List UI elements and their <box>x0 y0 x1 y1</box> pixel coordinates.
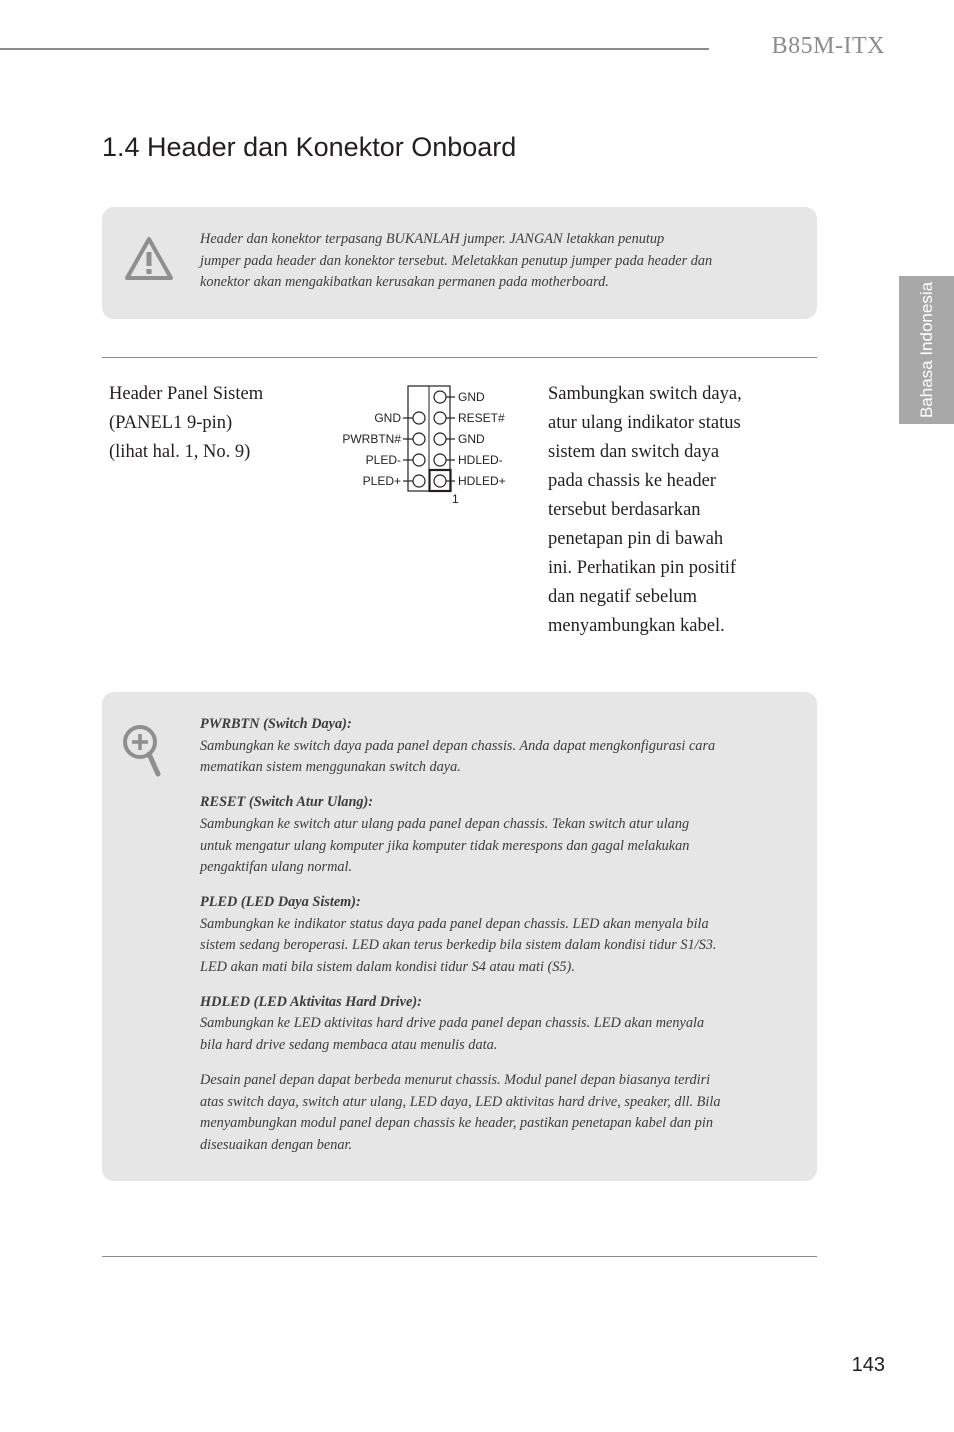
description-line: Sambungkan switch daya, <box>548 384 742 404</box>
language-tab <box>899 276 954 424</box>
section-divider <box>102 357 817 358</box>
header-rule <box>0 48 709 50</box>
note-line: sistem sedang beroperasi. LED akan terus berkedip bila sistem dalam kondisi tidur S1/S3. <box>200 937 717 954</box>
note-title: RESET (Switch Atur Ulang): <box>200 794 374 811</box>
pin-label-left: PWRBTN# <box>342 432 401 446</box>
section-title: 1.4 Header dan Konektor Onboard <box>102 132 517 162</box>
note-line: bila hard drive sedang membaca atau menulis data. <box>200 1037 498 1054</box>
description-line: atur ulang indikator status <box>548 413 741 433</box>
warning-line: konektor akan mengakibatkan kerusakan permanen pada motherboard. <box>200 274 609 291</box>
note-hdled <box>200 992 760 1057</box>
warning-line: Header dan konektor terpasang BUKANLAH jumper. JANGAN letakkan penutup <box>200 231 665 247</box>
pin <box>434 433 446 445</box>
note-pled <box>200 892 760 979</box>
pin <box>413 412 425 424</box>
pin-label-right: GND <box>458 432 485 446</box>
pin-label-right: RESET# <box>458 411 505 425</box>
note-title: PWRBTN (Switch Daya): <box>200 716 352 732</box>
right-pins <box>434 391 455 487</box>
header-name-line: (PANEL1 9-pin) <box>109 413 233 433</box>
note-line: Desain panel depan dapat berbeda menurut chassis. Modul panel depan biasanya terdiri <box>200 1071 711 1088</box>
note-line: mematikan sistem menggunakan switch daya. <box>200 759 461 776</box>
header-name-line: (lihat hal. 1, No. 9) <box>109 442 251 462</box>
description-line: penetapan pin di bawah <box>548 529 724 549</box>
note-line: untuk mengatur ulang komputer jika komputer tidak merespons dan gagal melakukan <box>200 837 690 854</box>
note-line: disesuaikan dengan benar. <box>200 1136 353 1153</box>
pin-one-label: 1 <box>452 492 459 506</box>
pin <box>434 391 446 403</box>
header-name-line: Header Panel Sistem <box>109 384 264 404</box>
note-title: PLED (LED Daya Sistem): <box>200 893 361 910</box>
warning-box <box>102 207 817 319</box>
pin-label-right: HDLED- <box>458 453 503 467</box>
note-line: atas switch daya, switch atur ulang, LED daya, LED aktivitas hard drive, speaker, dll. Bila <box>200 1093 721 1110</box>
pin-label-left: PLED- <box>365 453 401 467</box>
note-line: menyambungkan modul panel depan chassis ke header, pastikan penetapan kabel dan pin <box>200 1115 713 1132</box>
model-name: B85M-ITX <box>771 33 885 59</box>
pin-label-right: HDLED+ <box>458 474 506 488</box>
note-line: LED akan mati bila sistem dalam kondisi tidur S4 atau mati (S5). <box>200 959 575 976</box>
pin <box>413 475 425 487</box>
description-line: menyambungkan kabel. <box>548 616 725 636</box>
note-line: Sambungkan ke switch daya pada panel depan chassis. Anda dapat mengkonfigurasi cara <box>200 737 716 754</box>
description-line: sistem dan switch daya <box>548 442 720 462</box>
note-general <box>200 1070 760 1157</box>
description-line: ini. Perhatikan pin positif <box>548 558 737 578</box>
note-line: pengaktifan ulang normal. <box>200 859 353 876</box>
warning-triangle-icon <box>124 236 174 282</box>
description-line: tersebut berdasarkan <box>548 500 701 520</box>
note-line: Sambungkan ke switch atur ulang pada panel depan chassis. Tekan switch atur ulang <box>200 815 690 832</box>
pin <box>413 454 425 466</box>
note-pwrbtn <box>200 714 760 779</box>
header-name-block <box>109 380 263 467</box>
note-title: HDLED (LED Aktivitas Hard Drive): <box>200 993 422 1010</box>
note-reset <box>200 792 760 879</box>
warning-line: jumper pada header dan konektor tersebut. Meletakkan penutup jumper pada header dan <box>200 252 713 269</box>
description-line: pada chassis ke header <box>548 471 716 491</box>
notes-list <box>200 714 760 1170</box>
pin <box>413 433 425 445</box>
pin-label-right: GND <box>458 390 485 404</box>
pin <box>434 475 446 487</box>
note-line: Sambungkan ke indikator status daya pada panel depan chassis. LED akan menyala bila <box>200 915 709 932</box>
panel-pin-diagram <box>330 382 530 508</box>
warning-text <box>200 229 760 294</box>
pin <box>434 412 446 424</box>
magnifier-plus-icon <box>122 722 164 778</box>
header-description <box>548 380 763 641</box>
left-pins <box>403 412 425 487</box>
language-tab-label: Bahasa Indonesia <box>916 281 936 419</box>
description-line: dan negatif sebelum <box>548 587 697 607</box>
pin-label-left: PLED+ <box>362 474 401 488</box>
pin <box>434 454 446 466</box>
pin-label-left: GND <box>374 411 401 425</box>
page-number: 143 <box>851 1354 885 1376</box>
notes-box <box>102 692 817 1181</box>
note-line: Sambungkan ke LED aktivitas hard drive pada panel depan chassis. LED akan menyala <box>200 1015 705 1032</box>
footer-divider <box>102 1256 817 1257</box>
